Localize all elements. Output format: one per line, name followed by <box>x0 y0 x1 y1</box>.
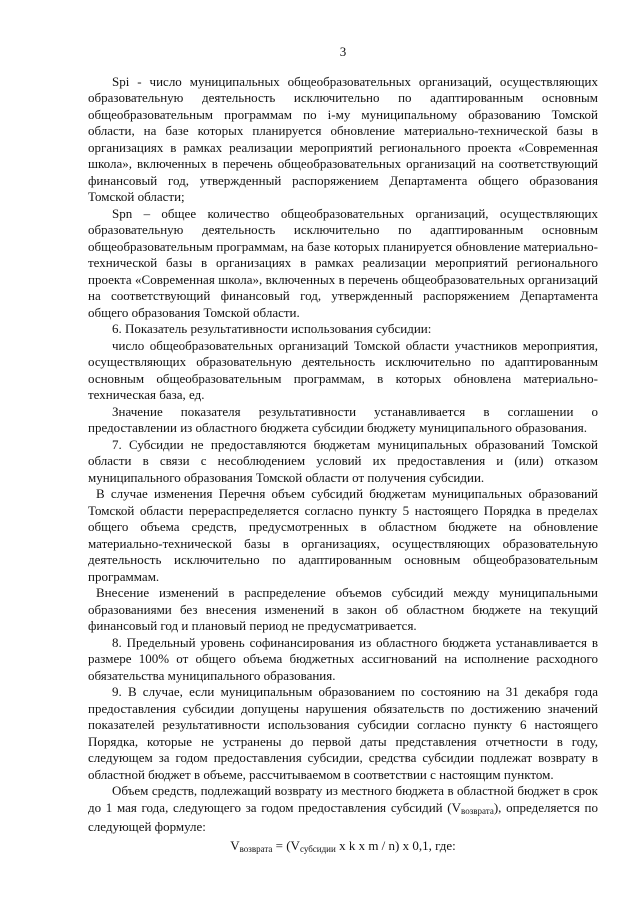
paragraph-spi-definition: Spi - число муниципальных общеобразовательных организаций, осуществляющих образовательную деятельность исключительно по адаптированным основным общеобразовательным программам по i-му муниципальному образованию Томской области, на базе которых планируется обновление материально-технической базы в организациях в рамках реализации мероприятий регионального проекта «Современная школа», включенных в перечень общеобразовательных организаций на соответствующий финансовый год, утвержденный распоряжением Департамента общего образования Томской области; <box>88 73 598 204</box>
paragraph-item-7: 7. Субсидии не предоставляются бюджетам муниципальных образований Томской области в связи с несоблюдением условий их предоставления и (или) отказом муниципального образования Томской области от получения субсидии. <box>88 436 598 485</box>
paragraph-item-9: 9. В случае, если муниципальным образованием по состоянию на 31 декабря года предоставления субсидии допущены нарушения обязательств по достижению значений показателей результативности использования субсидии согласно пункту 6 настоящего Порядка, которые не устранены до первой даты представления отчетности в году, следующем за годом предоставления субсидии, средства субсидии подлежат возврату в областной бюджет в объеме, рассчитываемом в соответствии с настоящим пунктом. <box>88 684 598 782</box>
return-volume-text: Объем средств, подлежащий возврату из местного бюджета в областной бюджет в срок до 1 мая года, следующего за годом предоставления субсидий (V <box>88 783 598 815</box>
return-volume-subscript: возврата <box>461 805 494 816</box>
paragraph-indicator-value: Значение показателя результативности устанавливается в соглашении о предоставлении из областного бюджета субсидии бюджету муниципального образования. <box>88 403 598 435</box>
formula-tail: x k x m / n) x 0,1, где: <box>335 837 456 853</box>
paragraph-return-volume <box>88 783 598 836</box>
paragraph-item-8: 8. Предельный уровень софинансирования из областного бюджета устанавливается в размере 100% от общего объема бюджетных ассигнований на исполнение расходного обязательства муниципального образования. <box>88 634 598 683</box>
paragraph-spn-definition: Spn – общее количество общеобразовательных организаций, осуществляющих образовательную деятельность исключительно по адаптированным основным общеобразовательным программам, на базе которых планируется обновление материально-технической базы в организациях в рамках реализации мероприятий регионального проекта «Современная школа», включенных в перечень общеобразовательных организаций на соответствующий финансовый год, утвержденный распоряжением Департамента общего образования Томской области. <box>88 205 598 320</box>
formula-sub-return: возврата <box>239 843 273 854</box>
paragraph-redistribution: Внесение изменений в распределение объемов субсидий между муниципальными образованиями без внесения изменений в закон об областном бюджете на текущий финансовый год и плановый период не предусматривается. <box>88 585 598 633</box>
return-formula <box>88 838 598 858</box>
formula-v-return: V <box>230 837 240 853</box>
paragraph-list-change: В случае изменения Перечня объем субсидий бюджетам муниципальных образований Томской области перераспределяется согласно пункту 5 настоящего Порядка в пределах общего объема средств, предусмотренных в областном бюджете на обновление материально-технической базы в организациях, осуществляющих образовательную деятельность исключительно по адаптированным основным общеобразовательным программам. <box>88 486 598 584</box>
paragraph-item-6-heading: 6. Показатель результативности использования субсидии: <box>112 321 432 336</box>
formula-mid: = (V <box>272 837 300 853</box>
document-page <box>88 44 598 857</box>
formula-sub-subsidy: субсидии <box>299 843 336 854</box>
paragraph-indicator-definition: число общеобразовательных организаций Томской области участников мероприятия, осуществляющих образовательную деятельность исключительно по адаптированным основным общеобразовательным программам, в которых обновлена материально-техническая база, ед. <box>88 337 598 402</box>
return-volume-tail: ), определяется по следующей формуле: <box>88 799 598 834</box>
page-number: 3 <box>339 44 347 59</box>
